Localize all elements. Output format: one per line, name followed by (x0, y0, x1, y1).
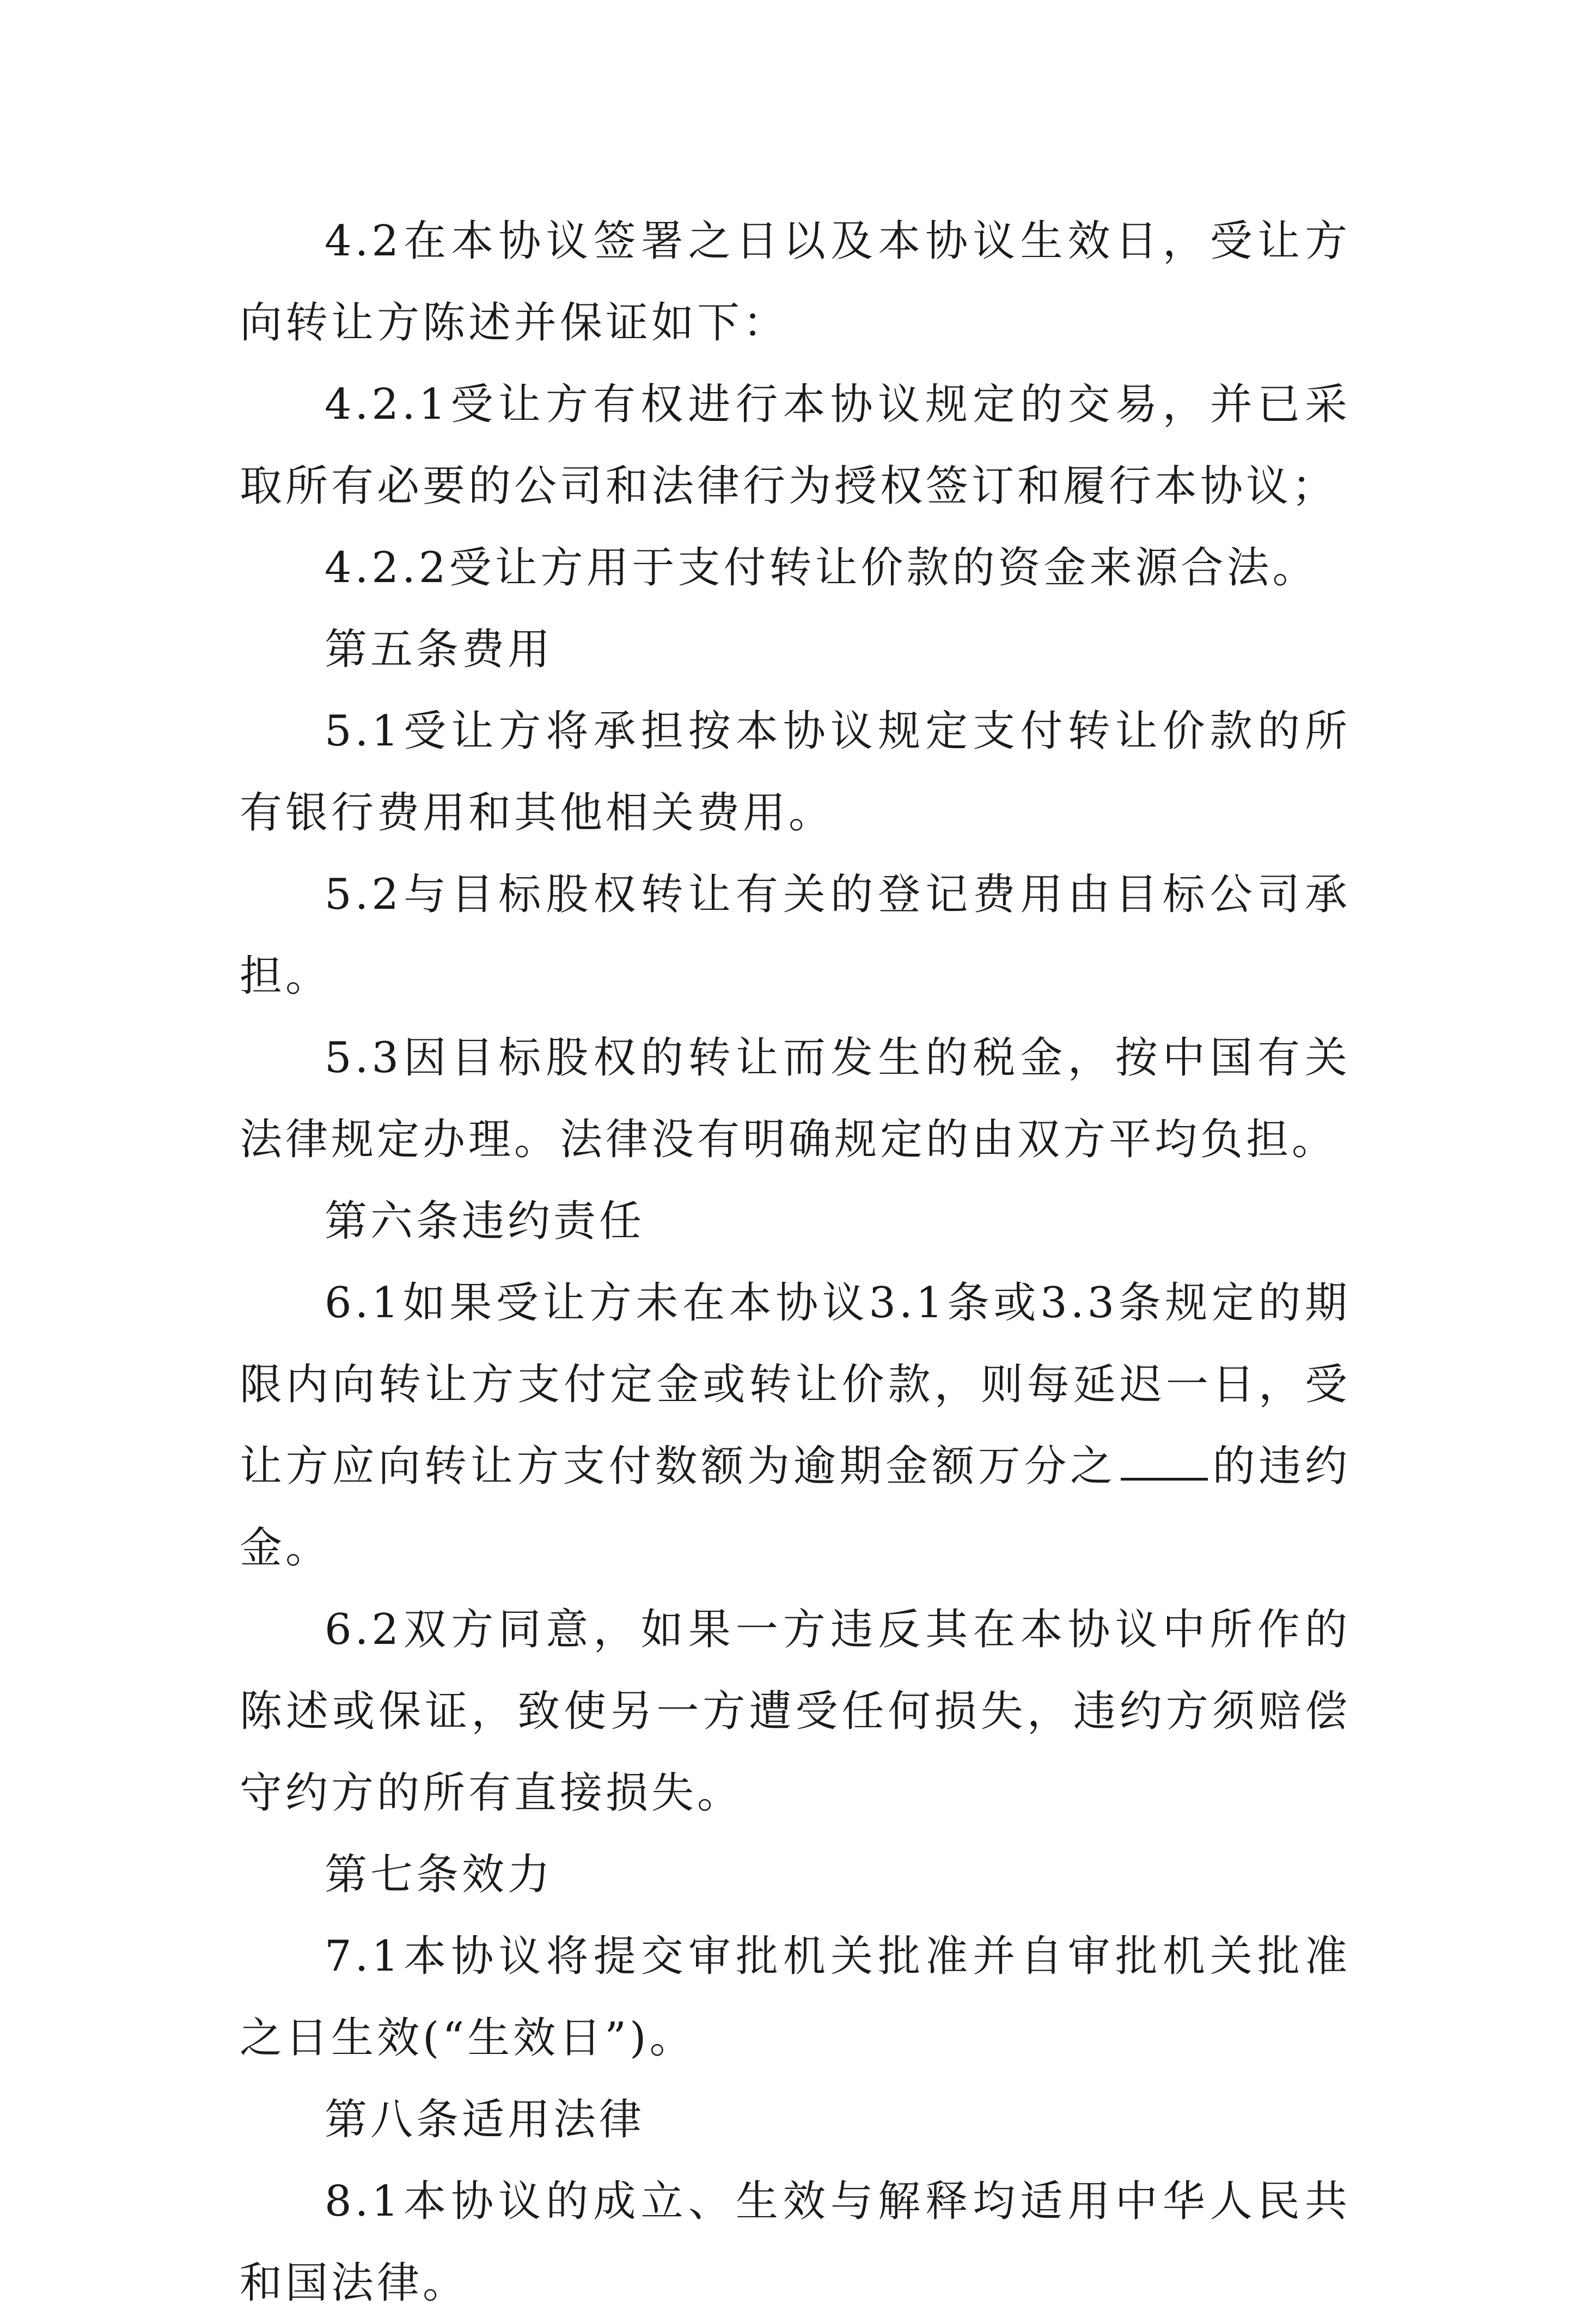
clause-4-2-2: 4.2.2受让方用于支付转让价款的资金来源合法。 (325, 543, 1318, 592)
article-5-heading: 第五条费用 (325, 625, 554, 674)
clause-6-1-text-after: 的违约金。 (240, 1442, 1351, 1573)
clause-6-1 (240, 1262, 1351, 1589)
article-7-heading: 第七条效力 (325, 1850, 554, 1899)
clause-6-1-text-before: 6.1如果受让方未在本协议3.1条或3.3条规定的期限内向转让方支付定金或转让价款，则每延迟一日，受让方应向转让方支付数额为逾期金额万分之 (240, 1279, 1351, 1491)
fill-in-blank (1121, 1445, 1208, 1481)
clause-5-3: 5.3因目标股权的转让而发生的税金，按中国有关法律规定办理。法律没有明确规定的由双方平均负担。 (240, 1033, 1351, 1164)
clause-4-2: 4.2在本协议签署之日以及本协议生效日，受让方向转让方陈述并保证如下： (240, 217, 1351, 347)
clause-5-2: 5.2与目标股权转让有关的登记费用由目标公司承担。 (240, 870, 1351, 1001)
clause-7-1: 7.1本协议将提交审批机关批准并自审批机关批准之日生效(“生效日”)。 (240, 1932, 1351, 2063)
clause-4-2-1: 4.2.1受让方有权进行本协议规定的交易，并已采取所有必要的公司和法律行为授权签订和履行本协议； (240, 380, 1351, 511)
article-8-heading: 第八条适用法律 (325, 2095, 645, 2144)
document-body (240, 200, 1351, 2324)
clause-6-2: 6.2双方同意，如果一方违反其在本协议中所作的陈述或保证，致使另一方遭受任何损失，违约方须赔偿守约方的所有直接损失。 (240, 1605, 1351, 1818)
clause-8-1: 8.1本协议的成立、生效与解释均适用中华人民共和国法律。 (240, 2177, 1351, 2308)
article-6-heading: 第六条违约责任 (325, 1197, 645, 1246)
clause-5-1: 5.1受让方将承担按本协议规定支付转让价款的所有银行费用和其他相关费用。 (240, 707, 1351, 837)
